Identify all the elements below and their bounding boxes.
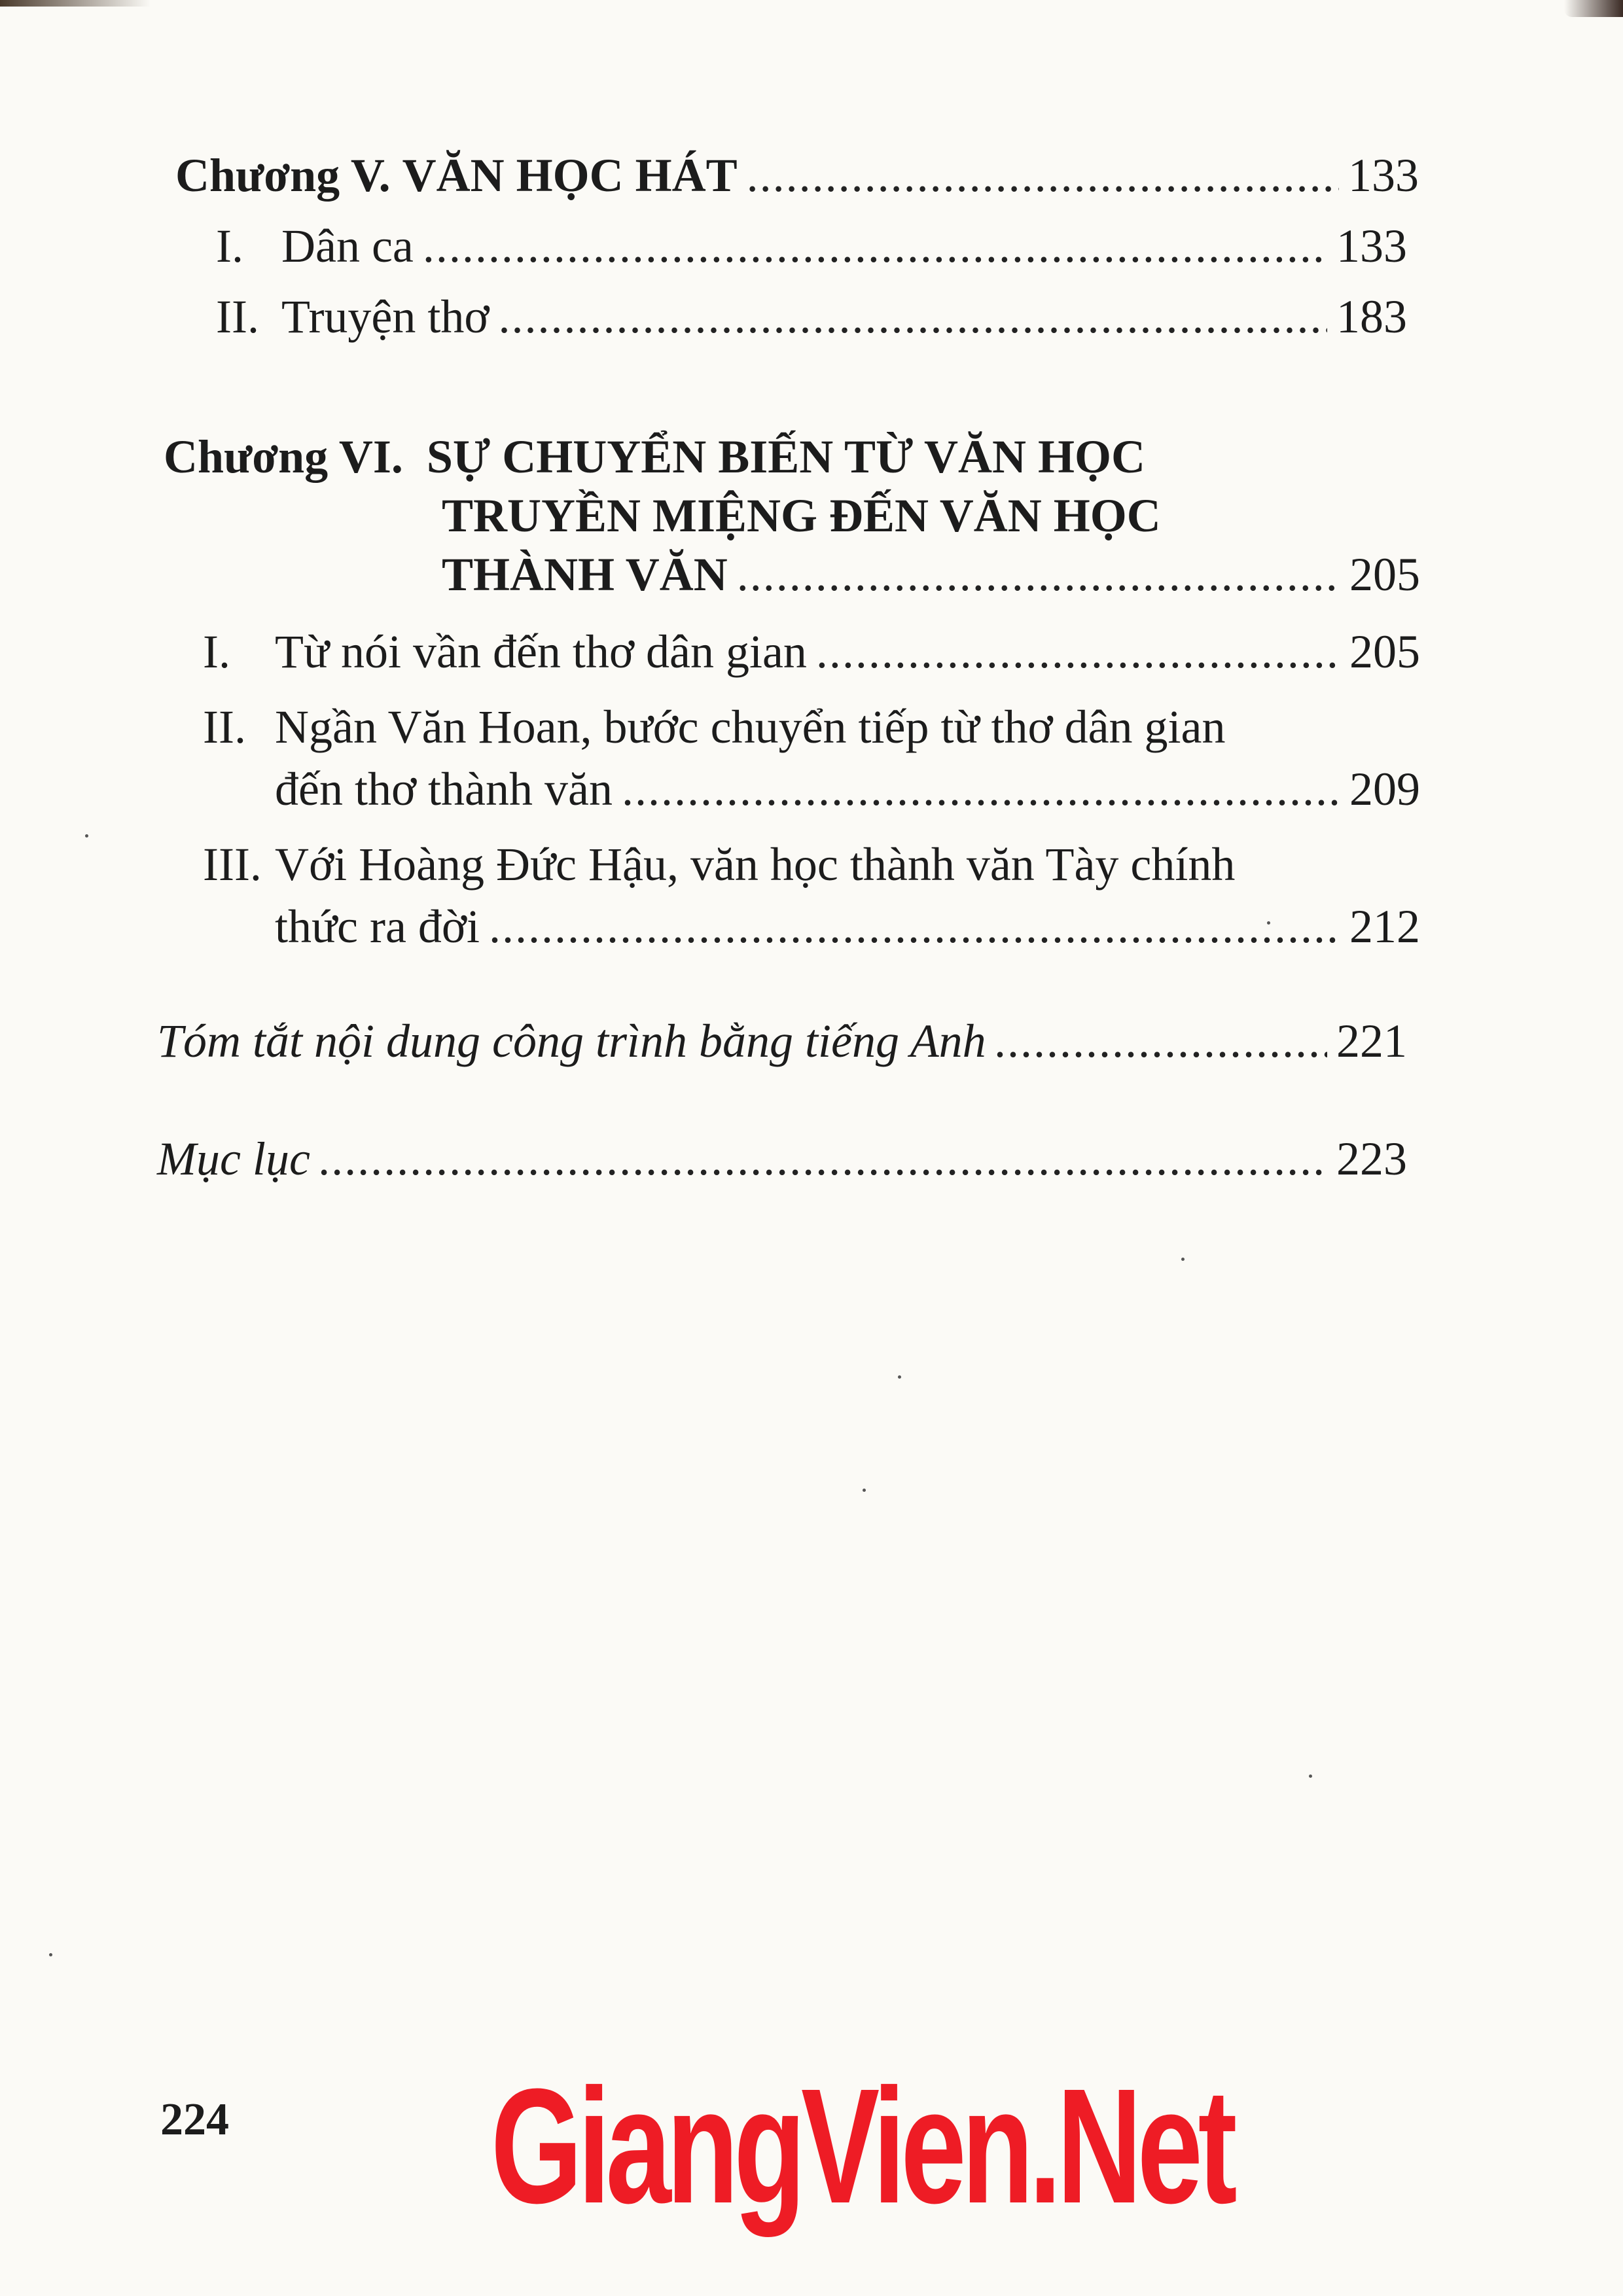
toc-entry-chapter-6-page[interactable] [442,548,1420,601]
toc-entry-chapter-5[interactable] [175,149,1419,202]
leader-dots [319,1135,1327,1182]
toc-entry-section[interactable] [216,222,1407,270]
watermark: GiangVien.Net [491,2055,1233,2237]
page-ref: 133 [1348,149,1419,202]
toc-entry-chapter-6-heading[interactable] [164,431,1146,483]
page-ref: 212 [1349,900,1420,953]
toc-entry-section-line[interactable] [203,703,1226,751]
section-label [203,626,807,678]
scan-speck [863,1489,866,1492]
page-ref: 133 [1336,220,1407,272]
chapter-title-line: SỰ CHUYỂN BIẾN TỪ VĂN HỌC [426,431,1146,483]
scan-speck [898,1375,901,1379]
toc-entry-section[interactable] [275,900,1420,953]
scan-edge-shadow [0,0,151,7]
entry-title: Mục lục [157,1133,310,1185]
scan-speck [49,1953,52,1956]
section-title: đến thơ thành văn [275,763,613,815]
leader-dots [423,222,1327,270]
toc-entry-section[interactable] [275,763,1420,815]
section-number: II. [216,291,259,343]
chapter-label [175,149,738,202]
section-title: Truyện thơ [281,291,490,343]
page-ref: 205 [1349,626,1420,678]
section-number: III. [203,838,262,891]
section-label [216,291,490,343]
leader-dots [498,293,1327,340]
section-label [216,222,414,270]
scan-edge-shadow [1564,0,1623,17]
chapter-number: Chương V. [175,149,391,202]
entry-title: Tóm tắt nội dung công trình bằng tiếng Anh [157,1015,986,1067]
toc-entry-section-line[interactable] [203,838,1236,891]
page-ref: 205 [1349,548,1420,601]
chapter-title-line: TRUYỀN MIỆNG ĐẾN VĂN HỌC [442,489,1161,542]
section-title: Từ nói vần đến thơ dân gian [275,626,807,678]
section-title: Với Hoàng Đức Hậu, văn học thành văn Tày chính [275,838,1236,891]
section-title: thức ra đời [275,900,480,953]
chapter-title: VĂN HỌC HÁT [402,149,738,202]
page-ref: 223 [1336,1133,1407,1185]
page-number: 224 [160,2094,229,2145]
leader-dots [816,628,1340,675]
leader-dots [737,551,1340,598]
scan-speck [85,834,88,838]
section-title: Dân ca [281,220,414,272]
leader-dots [995,1017,1327,1065]
page-ref: 221 [1336,1015,1407,1067]
toc-entry-section[interactable] [216,291,1407,343]
page-ref: 183 [1336,291,1407,343]
toc-entry-section[interactable] [203,626,1420,678]
leader-dots [747,152,1339,199]
scan-speck [1309,1775,1312,1778]
leader-dots [622,766,1340,813]
section-number: I. [203,626,230,678]
leader-dots [489,903,1340,950]
section-number: I. [216,220,243,272]
chapter-number: Chương VI. [164,431,403,483]
chapter-title-line: THÀNH VĂN [442,548,728,601]
toc-entry-summary[interactable] [157,1017,1407,1065]
section-title: Ngần Văn Hoan, bước chuyển tiếp từ thơ dân gian [275,701,1226,753]
page-ref: 209 [1349,763,1420,815]
scan-speck [1181,1258,1185,1261]
toc-entry-contents[interactable] [157,1133,1407,1185]
section-number: II. [203,701,246,753]
